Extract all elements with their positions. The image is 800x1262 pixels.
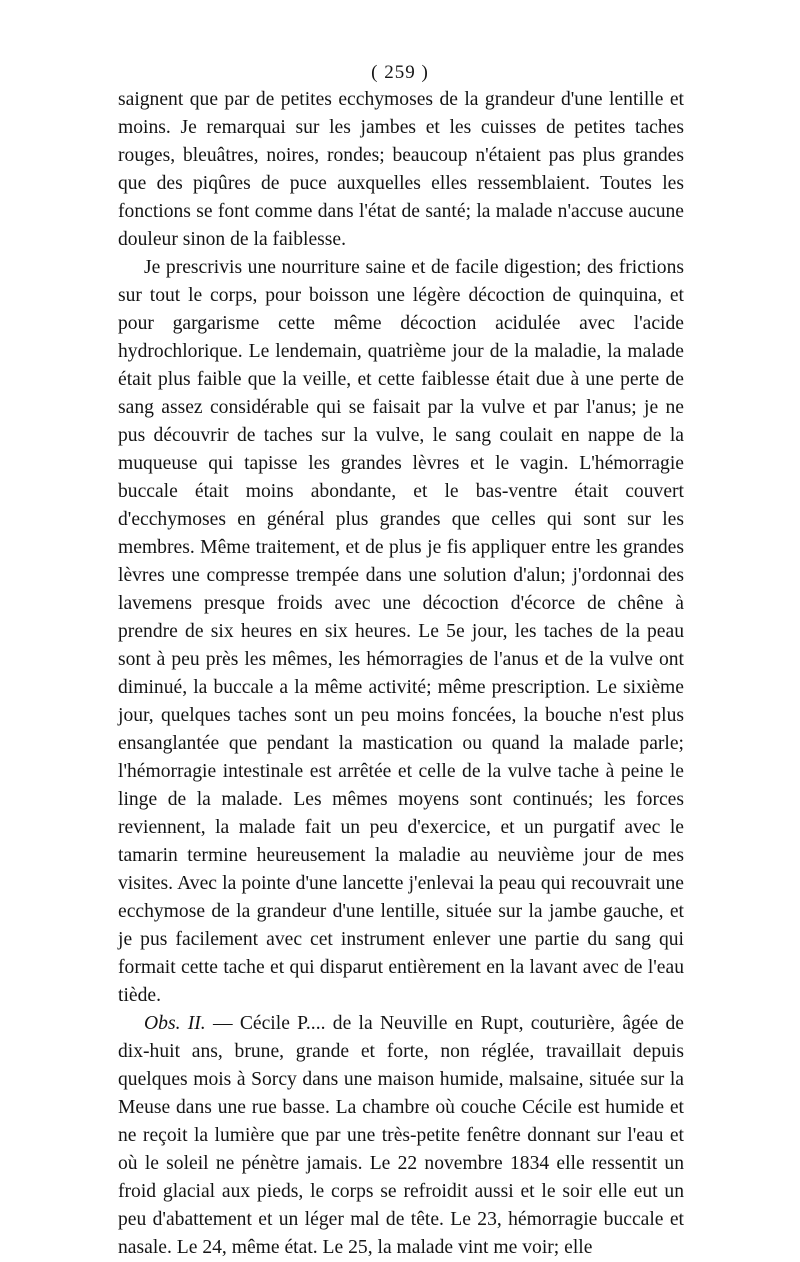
page-number: ( 259 ): [371, 62, 429, 83]
paragraph-1: saignent que par de petites ecchymoses de la grandeur d'une lentille et moins. Je remarquai sur les jambes et les cuisses de petites taches rouges, bleuâtres, noires, rondes; beaucoup n'étaient pas plus grandes que des piqûres de puce auxquelles elles ressemblaient. Toutes les fonctions se font comme dans l'état de santé; la malade n'accuse aucune douleur sinon de la faiblesse.: [118, 89, 684, 250]
observation-label: Obs. II.: [144, 1013, 206, 1034]
paragraph-3: [118, 1010, 684, 1262]
paragraph-2: Je prescrivis une nourriture saine et de facile digestion; des frictions sur tout le corps, pour boisson une légère décoction de quinquina, et pour gargarisme cette même décoction acidulée avec l'acide hydrochlorique. Le lendemain, quatrième jour de la maladie, la malade était plus faible que la veille, et cette faiblesse était due à une perte de sang assez considérable qui se faisait par la vulve et par l'anus; je ne pus découvrir de taches sur la vulve, le sang coulait en nappe de la muqueuse qui tapisse les grandes lèvres et le vagin. L'hémorragie buccale était moins abondante, et le bas-ventre était couvert d'ecchymoses en général plus grandes que celles qui sont sur les membres. Même traitement, et de plus je fis appliquer entre les grandes lèvres une compresse trempée dans une solution d'alun; j'ordonnai des lavemens presque froids avec une décoction d'écorce de chêne à prendre de six heures en six heures. Le 5e jour, les taches de la peau sont à peu près les mêmes, les hémorragies de l'anus et de la vulve ont diminué, la buccale a la même activité; même prescription. Le sixième jour, quelques taches sont un peu moins foncées, la bouche n'est plus ensanglantée que pendant la mastication ou quand la malade parle; l'hémorragie intestinale est arrêtée et celle de la vulve tache à peine le linge de la malade. Les mêmes moyens sont continués; les forces reviennent, la malade fait un peu d'exercice, et un purgatif avec le tamarin termine heureusement la maladie au neuvième jour de mes visites. Avec la pointe d'une lancette j'enlevai la peau qui recouvrait une ecchymose de la grandeur d'une lentille, située sur la jambe gauche, et je pus facilement avec cet instrument enlever une partie du sang qui formait cette tache et qui disparut entièrement en la lavant avec de l'eau tiède.: [118, 257, 684, 1006]
body-text: [118, 86, 684, 1262]
paragraph-3-text: — Cécile P.... de la Neuville en Rupt, couturière, âgée de dix-huit ans, brune, grande et forte, non réglée, travaillait depuis quelques mois à Sorcy dans une maison humide, malsaine, située sur la Meuse dans une rue basse. La chambre où couche Cécile est humide et ne reçoit la lumière que par une très-petite fenêtre donnant sur l'eau et où le soleil ne pénètre jamais. Le 22 novembre 1834 elle ressentit un froid glacial aux pieds, le corps se refroidit aussi et le soir elle eut un peu d'abattement et un léger mal de tête. Le 23, hémorragie buccale et nasale. Le 24, même état. Le 25, la malade vint me voir; elle: [118, 1013, 684, 1258]
